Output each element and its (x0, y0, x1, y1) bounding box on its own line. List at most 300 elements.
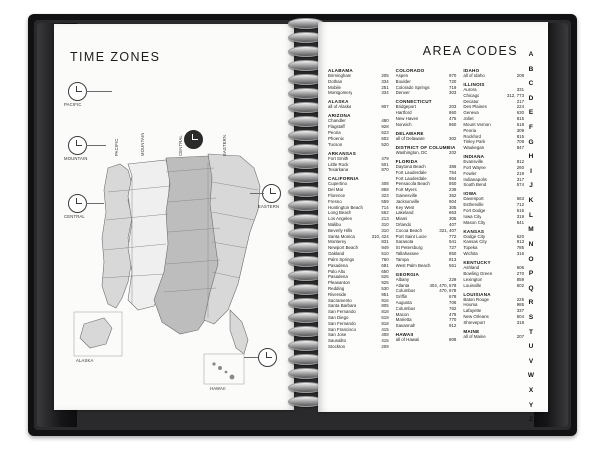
tz-label-alaska: ALASKA (76, 358, 94, 363)
city-name: Topeka (463, 245, 478, 251)
area-code-row (328, 344, 389, 350)
area-code-value: 270 (516, 270, 525, 276)
city-name: Aspen (395, 73, 409, 78)
area-code-row (463, 251, 524, 257)
area-code-value: 515 (516, 208, 525, 213)
city-name: Sausalito (328, 338, 347, 344)
alpha-tab-w[interactable]: W (527, 372, 535, 380)
alpha-tab-i[interactable]: I (530, 167, 532, 175)
city-name: Evansville (463, 159, 484, 165)
area-code-row (396, 150, 457, 156)
area-code-value: 602 (381, 135, 389, 141)
city-name: Washington, DC (395, 149, 428, 155)
area-code-value: 712 (516, 202, 525, 208)
tz-label-eastern: EASTERN (222, 134, 227, 156)
area-code-value: 619 (381, 315, 389, 320)
city-name: Cocoa Beach (395, 227, 423, 233)
city-name: Bowling Green (463, 270, 493, 276)
city-name: all of Alaska (328, 104, 352, 110)
area-code-value: 318 (516, 319, 525, 325)
tz-label-pacific-left: PACIFIC (64, 102, 82, 107)
area-code-value: 760 (381, 256, 389, 262)
area-code-value: 623 (381, 130, 389, 136)
city-name: Palo Alto (328, 268, 346, 274)
city-name: Birmingham (328, 73, 352, 78)
city-name: Mount Vernon (463, 121, 491, 127)
area-code-value: 618 (516, 121, 525, 127)
area-code-value: 386 (449, 163, 457, 169)
city-name: Pasadena (328, 274, 348, 280)
area-code-value: 812 (516, 159, 525, 165)
city-name: Tampa (395, 256, 409, 262)
area-code-value: 317 (516, 176, 525, 182)
area-code-value: 813 (449, 256, 457, 262)
alphabet-index-tabs[interactable] (522, 52, 540, 424)
area-code-row (328, 90, 389, 96)
city-name: Colorado Springs (395, 84, 430, 90)
area-code-value: 951 (381, 291, 389, 297)
area-code-value: 520 (381, 141, 389, 147)
city-name: Indianapolis (463, 176, 487, 182)
leader-line-4 (250, 193, 264, 194)
area-code-value: 305 (449, 204, 457, 210)
alpha-tab-n[interactable]: N (528, 240, 534, 248)
city-name: Columbus (395, 305, 416, 311)
city-name: Redding (328, 285, 345, 291)
city-name: Texarkana (328, 167, 349, 173)
area-code-row (463, 283, 524, 289)
alpha-tab-l[interactable]: L (529, 211, 533, 219)
city-name: Columbus (395, 288, 416, 294)
area-code-value: 626 (381, 274, 389, 280)
area-code-value: 850 (449, 251, 457, 257)
city-name: Lafayette (463, 308, 482, 314)
city-name: Chandler (328, 118, 346, 124)
area-code-value: 251 (381, 84, 389, 90)
city-name: Dodge City (463, 233, 486, 239)
area-code-value: 574 (516, 182, 525, 188)
alpha-tab-o[interactable]: O (528, 255, 534, 263)
alpha-tab-k[interactable]: K (528, 197, 534, 205)
tz-label-hawaii: HAWAII (210, 386, 226, 391)
city-name: Fort Wayne (463, 164, 486, 170)
city-name: Estherville (463, 202, 484, 208)
alpha-tab-q[interactable]: Q (528, 284, 534, 292)
city-name: New Haven (395, 116, 419, 122)
area-code-value: 478 (449, 311, 457, 317)
area-code-value: 305 (449, 216, 457, 222)
area-code-value: 207 (516, 333, 525, 339)
area-code-value: 831 (381, 239, 389, 245)
area-code-value: 678 (449, 294, 457, 300)
area-code-value: 202 (449, 149, 457, 155)
area-code-value: 860 (449, 110, 457, 116)
city-name: Griffin (395, 294, 408, 300)
area-code-value: 334 (381, 90, 389, 96)
city-name: Orlando (395, 222, 412, 227)
alpha-tab-z[interactable]: Z (529, 416, 533, 424)
area-code-value: 913 (516, 239, 525, 245)
city-name: Phoenix (328, 135, 344, 141)
city-name: Denver (395, 90, 410, 96)
city-name: South Bend (463, 182, 487, 188)
area-code-value: 319 (516, 213, 525, 219)
area-code-value: 863 (449, 210, 457, 216)
area-code-value: 530 (381, 285, 389, 291)
city-name: Palm Springs (328, 256, 355, 262)
city-name: Iowa City (463, 213, 482, 219)
area-code-column (463, 68, 524, 404)
city-name: Cupertino (328, 181, 348, 187)
alpha-tab-j[interactable]: J (529, 182, 533, 190)
area-code-row (463, 182, 524, 188)
area-code-row (396, 122, 457, 128)
city-name: Tinley Park (463, 139, 486, 145)
city-name: Lakeland (395, 210, 414, 216)
area-code-value: 912 (449, 323, 457, 329)
area-code-value: 706 (449, 299, 457, 305)
city-name: Baton Rouge (463, 296, 489, 302)
alpha-tab-r[interactable]: R (528, 299, 534, 307)
state-heading: ILLINOIS (463, 82, 485, 87)
city-name: Mason City (463, 219, 486, 225)
city-name: Mobile (328, 84, 341, 90)
alpha-tab-y[interactable]: Y (528, 401, 534, 409)
area-code-row (328, 104, 389, 110)
state-heading: ALABAMA (328, 68, 353, 73)
area-code-value: 203 (449, 104, 457, 110)
leader-line-1 (86, 91, 112, 92)
city-name: San Francisco (328, 326, 357, 332)
city-name: Pleasanton (328, 280, 350, 286)
city-name: Del Mar (328, 187, 344, 193)
area-code-value: 606 (516, 265, 525, 271)
area-code-value: 954 (449, 175, 457, 181)
city-name: Fort Smith (328, 155, 349, 161)
city-name: Chicago (463, 92, 480, 98)
area-code-value: 719 (449, 84, 457, 90)
city-name: all of Delaware (395, 135, 425, 141)
leader-line-2 (86, 145, 106, 146)
city-name: Dothan (328, 78, 343, 84)
clock-icon-central (184, 130, 203, 149)
area-code-value: 213 (381, 216, 389, 222)
city-name: San Fernando (328, 309, 356, 315)
city-name: Aurora (463, 87, 477, 92)
clock-icon-alaska (68, 194, 87, 213)
area-code-value: 480 (381, 118, 389, 124)
alpha-tab-v[interactable]: V (528, 357, 534, 365)
city-name: West Palm Beach (395, 262, 431, 268)
city-name: Long Beach (328, 210, 352, 216)
area-code-value: 504 (516, 313, 525, 319)
page-time-zones (54, 24, 294, 410)
city-name: Florence (328, 192, 346, 198)
city-name: Norwich (395, 121, 412, 127)
area-code-value: 818 (381, 320, 389, 326)
area-code-value: 805 (381, 303, 389, 309)
city-name: Los Angeles (328, 216, 352, 222)
area-code-row (463, 73, 524, 79)
city-name: Geneva (463, 110, 479, 116)
area-code-value: 772 (449, 233, 457, 239)
area-code-value: 303 (449, 90, 457, 96)
city-name: Ashland (463, 265, 480, 271)
city-name: all of Idaho (463, 73, 485, 78)
city-name: Pensacola Beach (395, 181, 430, 187)
area-code-value: 785 (516, 245, 525, 251)
area-code-value: 209 (381, 344, 389, 350)
area-code-value: 323 (381, 192, 389, 198)
alpha-tab-t[interactable]: T (529, 328, 533, 336)
area-code-value: 860 (449, 121, 457, 127)
state-heading: INDIANA (463, 154, 485, 160)
city-name: St Petersburg (395, 245, 423, 251)
area-code-value: 858 (381, 187, 389, 193)
area-code-value: 650 (381, 268, 389, 274)
area-code-row (463, 334, 524, 340)
leader-line-3 (86, 203, 104, 204)
clock-icon-hawaii (258, 348, 277, 367)
city-name: all of Maine (463, 333, 486, 339)
area-code-value: 754 (449, 169, 457, 175)
clock-icon-eastern (262, 184, 281, 203)
area-code-value: 770 (449, 317, 457, 323)
state-heading: GEORGIA (395, 271, 420, 277)
city-name: San Jose (328, 332, 347, 338)
city-name: Monterey (328, 239, 347, 245)
area-code-value: 562 (381, 210, 389, 216)
alpha-tab-x[interactable]: X (528, 387, 534, 395)
state-heading: LOUISIANA (463, 291, 491, 297)
area-code-value: 475 (449, 116, 457, 122)
city-name: Fort Lauderdale (395, 175, 427, 181)
us-map-svg (62, 72, 288, 402)
area-code-value: 985 (516, 302, 525, 308)
state-heading: HAWAII (395, 332, 414, 338)
area-code-row (396, 136, 457, 142)
page-area-codes (318, 22, 548, 424)
area-code-value: 337 (516, 308, 525, 314)
city-name: Stockton (328, 344, 346, 350)
area-code-value: 321, 407 (439, 227, 457, 233)
city-name: Joliet (463, 116, 474, 122)
page-title-time-zones: TIME ZONES (70, 50, 161, 64)
alpha-tab-b[interactable]: B (528, 65, 534, 73)
area-code-value: 260 (516, 164, 525, 170)
tz-label-eastern-right: EASTERN (258, 204, 280, 209)
area-code-row (396, 90, 457, 96)
state-heading: ARKANSAS (328, 150, 357, 156)
area-code-row (396, 263, 457, 269)
area-code-value: 762 (449, 305, 457, 311)
area-code-value: 559 (381, 198, 389, 204)
alpha-tab-e[interactable]: E (528, 109, 534, 117)
alpha-tab-u[interactable]: U (528, 343, 534, 351)
area-code-value: 309 (516, 127, 525, 133)
area-code-value: 205 (381, 73, 389, 78)
area-code-value: 502 (516, 282, 525, 288)
area-code-value: 239 (449, 187, 457, 193)
area-code-row (463, 220, 524, 226)
city-name: Louisville (463, 282, 482, 288)
city-name: Wichita (463, 251, 478, 257)
alpha-tab-a[interactable]: A (528, 51, 534, 58)
leader-line-5 (244, 357, 258, 358)
city-name: Port Saint Lucie (395, 233, 427, 239)
tz-label-central: CENTRAL (178, 135, 183, 156)
area-code-value: 217 (516, 98, 525, 104)
city-name: Newport Beach (328, 245, 359, 251)
city-name: Bridgeport (395, 104, 416, 110)
city-name: Santa Barbara (328, 303, 357, 309)
city-name: Fort Lauderdale (395, 169, 427, 175)
city-name: Albany (395, 276, 410, 282)
area-code-value: 479 (381, 155, 389, 161)
alpha-tab-p[interactable]: P (528, 270, 534, 278)
city-name: Jacksonville (395, 198, 420, 204)
state-heading: KANSAS (463, 228, 485, 234)
area-code-value: 561 (449, 262, 457, 268)
area-code-row (328, 167, 389, 173)
city-name: Huntington Beach (328, 204, 363, 210)
city-name: Davenport (463, 196, 484, 202)
area-code-value: 907 (381, 104, 389, 110)
city-name: Montgomery (328, 90, 353, 96)
area-code-value: 310 (381, 222, 389, 227)
city-name: Beverly Hills (328, 227, 353, 233)
area-code-value: 720 (449, 78, 457, 84)
alpha-tab-c[interactable]: C (528, 80, 534, 88)
area-code-value: 225 (516, 296, 525, 302)
alpha-tab-d[interactable]: D (528, 94, 534, 102)
alpha-tab-f[interactable]: F (529, 124, 533, 132)
city-name: Pasadena (328, 262, 348, 268)
area-code-value: 949 (381, 245, 389, 251)
tz-label-mountain: MOUNTAIN (140, 132, 145, 156)
area-code-value: 316 (516, 251, 525, 257)
state-heading: IDAHO (463, 68, 480, 73)
city-name: Decatur (463, 98, 479, 104)
city-name: Malibu (328, 222, 341, 227)
area-code-value: 815 (516, 133, 525, 139)
area-code-value: 928 (381, 124, 389, 130)
city-name: Miami (395, 216, 408, 222)
city-name: Shreveport (463, 319, 485, 325)
area-code-value: 708 (516, 139, 525, 145)
area-code-value: 219 (516, 170, 525, 176)
city-name: Waukegan (463, 145, 485, 151)
city-name: Houma (463, 302, 478, 308)
state-heading: FLORIDA (395, 158, 418, 164)
area-code-value: 563 (516, 196, 525, 202)
city-name: Des Plaines (463, 104, 487, 110)
state-heading: ARIZONA (328, 113, 351, 119)
city-name: Macon (395, 311, 409, 317)
area-code-row (396, 337, 457, 343)
state-heading: KENTUCKY (463, 260, 491, 266)
city-name: Lexington (463, 276, 483, 282)
city-name: Tucson (328, 141, 343, 147)
page-title-area-codes: AREA CODES (422, 44, 518, 58)
alpha-tab-s[interactable]: S (528, 313, 534, 321)
area-code-column (328, 68, 389, 404)
city-name: Boulder (395, 78, 411, 84)
city-name: Marietta (395, 317, 412, 323)
city-name: Fresno (328, 198, 342, 204)
area-code-value: 630 (516, 110, 525, 116)
area-code-value: 312, 773 (506, 92, 525, 98)
city-name: Key West (395, 204, 415, 210)
area-code-value: 470, 678 (439, 288, 457, 294)
city-name: Peoria (328, 130, 341, 136)
area-code-value: 408 (381, 181, 389, 187)
area-code-value: 850 (449, 181, 457, 187)
state-heading: IOWA (463, 191, 477, 197)
area-code-value: 510 (381, 251, 389, 257)
state-heading: CALIFORNIA (328, 176, 359, 182)
city-name: Sarasota (395, 239, 414, 245)
city-name: Little Rock (328, 161, 349, 167)
area-code-value: 808 (449, 337, 457, 343)
area-code-value: 925 (381, 280, 389, 286)
area-code-value: 331 (516, 87, 525, 92)
area-code-value: 407 (449, 222, 457, 227)
city-name: Atlanta (395, 282, 410, 288)
city-name: Savannah (395, 323, 416, 329)
alpha-tab-m[interactable]: M (528, 226, 534, 234)
city-name: Kansas City (463, 239, 487, 245)
area-code-value: 620 (516, 233, 525, 239)
area-code-columns (328, 68, 524, 404)
area-code-value: 916 (381, 297, 389, 303)
area-code-value: 408 (381, 332, 389, 338)
state-heading: CONNECTICUT (395, 99, 432, 105)
clock-icon-mountain (68, 136, 87, 155)
area-code-value: 501 (381, 161, 389, 167)
city-name: Oakland (328, 251, 345, 257)
area-code-value: 224 (516, 104, 525, 110)
state-heading: COLORADO (395, 68, 425, 73)
city-name: Gainesville (395, 192, 418, 198)
area-code-row (463, 320, 524, 326)
area-code-value: 404, 470, 678 (429, 282, 457, 288)
area-code-row (463, 145, 524, 151)
city-name: Santa Monica (328, 233, 355, 239)
city-name: Augusta (395, 299, 412, 305)
area-code-value: 818 (381, 309, 389, 315)
city-name: Daytona Beach (395, 163, 426, 169)
city-name: San Diego (328, 315, 349, 320)
area-code-row (396, 323, 457, 329)
state-heading: DISTRICT OF COLUMBIA (395, 144, 456, 150)
area-code-value: 310 (381, 227, 389, 233)
area-code-value: 714 (381, 204, 389, 210)
city-name: Sacramento (328, 297, 352, 303)
city-name: Hartford (395, 110, 412, 116)
clock-icon-pacific (68, 82, 87, 101)
area-code-value: 208 (516, 73, 525, 78)
state-heading: DELAWARE (395, 130, 424, 136)
area-code-value: 815 (516, 116, 525, 122)
alpha-tab-h[interactable]: H (528, 153, 534, 161)
city-name: Riverside (328, 291, 347, 297)
area-code-value: 681 (381, 262, 389, 268)
alpha-tab-g[interactable]: G (528, 138, 534, 146)
area-code-value: 302 (449, 135, 457, 141)
area-code-value: 870 (381, 167, 389, 173)
area-code-value: 334 (381, 78, 389, 84)
